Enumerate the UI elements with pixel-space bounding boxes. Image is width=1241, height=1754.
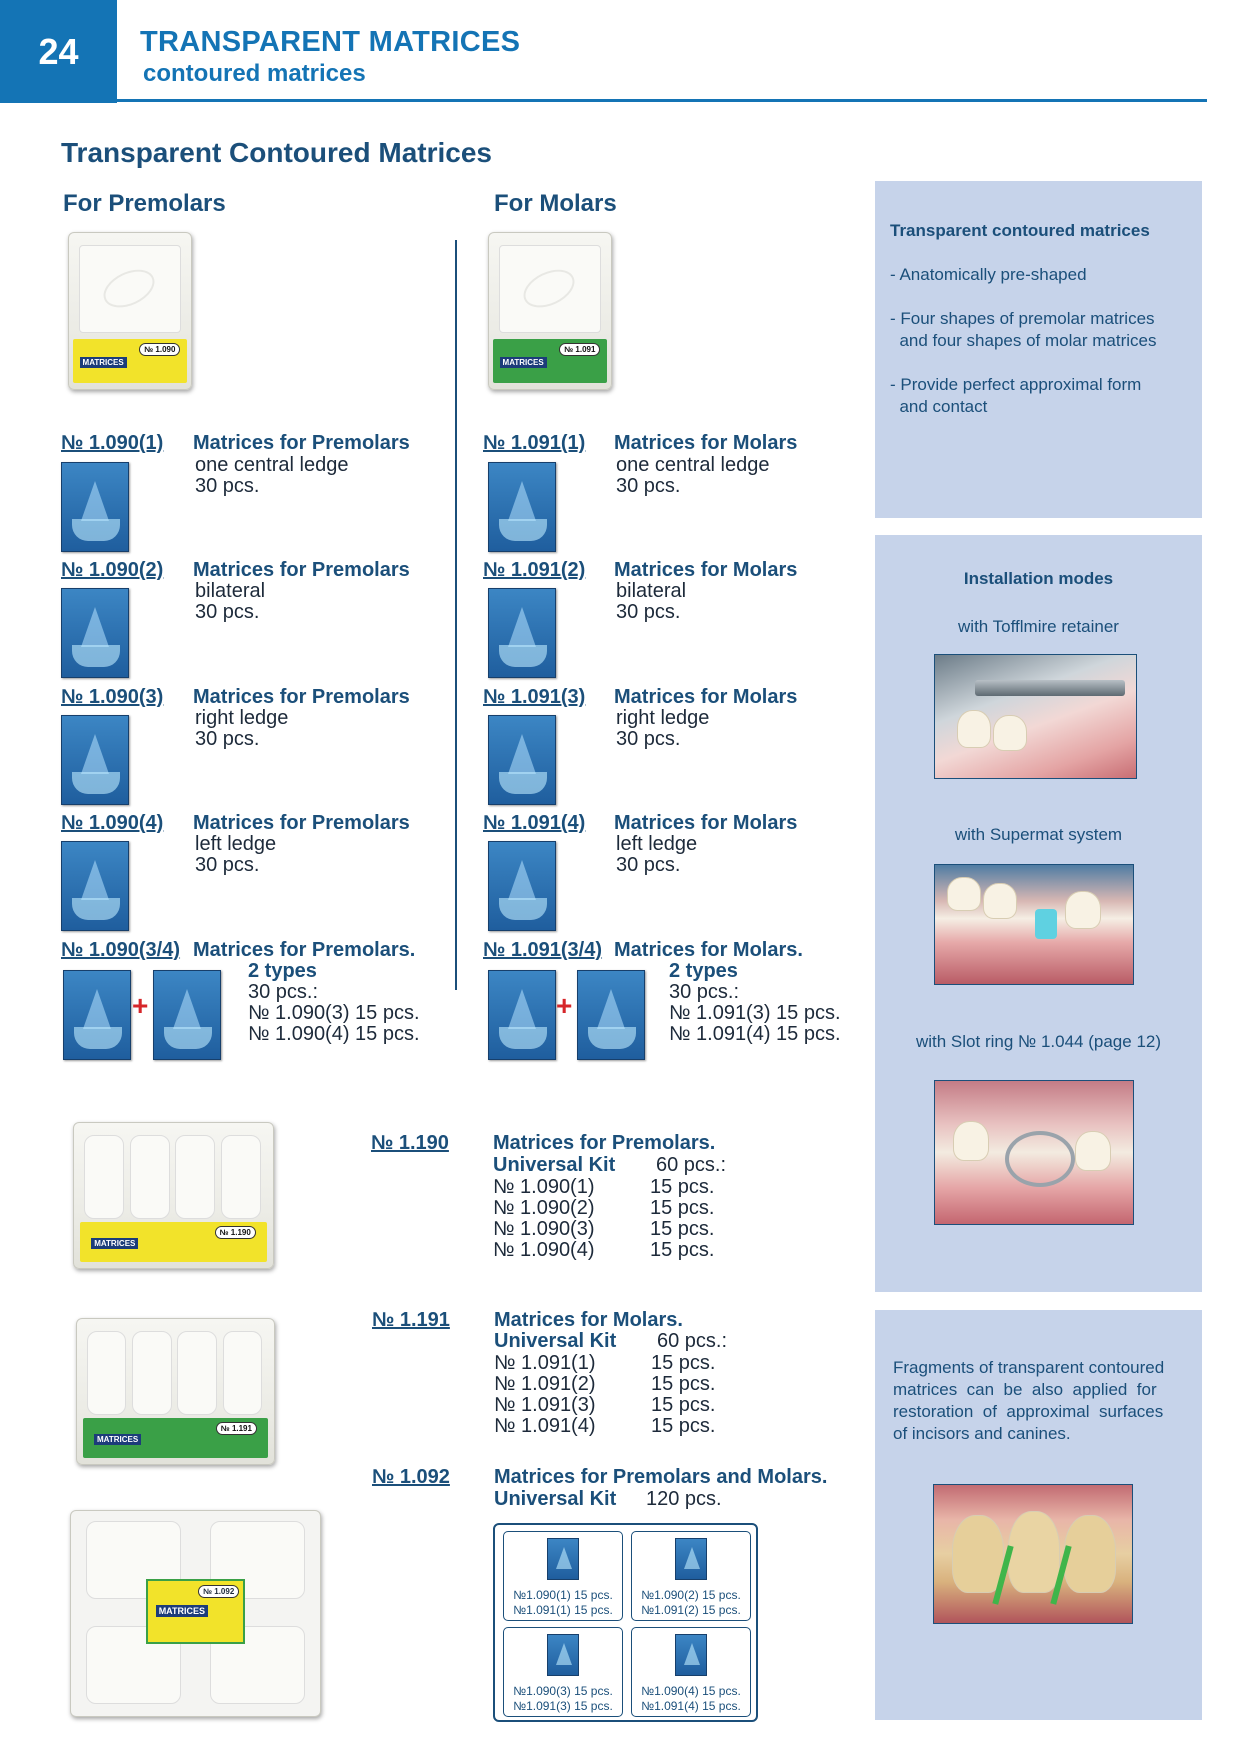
- item-title: Matrices for Premolars: [193, 559, 410, 581]
- installation-title: Installation modes: [963, 569, 1114, 588]
- cell-line: №1.091(4) 15 pcs.: [641, 1699, 741, 1713]
- matrix-thumbnail: [675, 1538, 707, 1580]
- matrix-thumbnail: [61, 841, 129, 931]
- kit-row-code: № 1.091(4): [494, 1415, 596, 1437]
- kit-molars-box-image: № 1.191 MATRICES: [76, 1318, 275, 1465]
- kit-subtitle: Universal Kit: [494, 1488, 617, 1510]
- item-number: № 1.090(4): [61, 812, 164, 834]
- kit-grid-cell: [631, 1627, 751, 1717]
- kit-box-label: № 1.092: [198, 1585, 239, 1598]
- plus-icon: +: [132, 990, 149, 1021]
- kit-grid-cell: [503, 1531, 623, 1621]
- matrix-thumbnail: [675, 1634, 707, 1676]
- kit-box-label: № 1.191: [216, 1422, 257, 1435]
- kit-title: Matrices for Premolars.: [493, 1132, 716, 1154]
- feature-line: - Provide perfect approximal form: [890, 375, 1142, 394]
- kit-subtitle: Universal Kit: [493, 1154, 616, 1176]
- item-quantity: 30 pcs.: [616, 728, 681, 750]
- item-title: Matrices for Premolars: [193, 432, 410, 454]
- item-quantity: 30 pcs.:: [669, 981, 740, 1003]
- kit-number: № 1.092: [372, 1466, 450, 1488]
- item-description: one central ledge: [195, 454, 349, 476]
- plus-icon: +: [556, 990, 573, 1021]
- matrix-thumbnail: [488, 588, 556, 678]
- matrix-thumbnail: [61, 462, 129, 552]
- matrix-thumbnail: [153, 970, 221, 1060]
- item-description: bilateral: [616, 580, 687, 602]
- item-quantity: 30 pcs.: [195, 728, 260, 750]
- premolar-box-label: № 1.090: [139, 343, 180, 356]
- kit-subtitle: Universal Kit: [494, 1330, 617, 1352]
- features-title: Transparent contoured matrices: [890, 221, 1150, 240]
- features-panel: [875, 181, 1202, 518]
- matrix-thumbnail: [547, 1634, 579, 1676]
- kit-total: 60 pcs.:: [656, 1154, 727, 1176]
- fragments-line: restoration of approximal surfaces: [893, 1402, 1164, 1421]
- kit-title: Matrices for Premolars and Molars.: [494, 1466, 828, 1488]
- header-subtitle: contoured matrices: [143, 60, 366, 87]
- kit-row-code: № 1.090(2): [493, 1197, 595, 1219]
- fragments-line: of incisors and canines.: [893, 1424, 1071, 1443]
- matrix-thumbnail: [61, 588, 129, 678]
- item-number: № 1.091(3/4): [483, 939, 603, 961]
- item-number: № 1.090(3/4): [61, 939, 181, 961]
- item-quantity: 30 pcs.: [195, 601, 260, 623]
- kit-row-code: № 1.090(3): [493, 1218, 595, 1240]
- kit-row-qty: 15 pcs.: [651, 1352, 716, 1374]
- universal-kit-grid: [493, 1523, 758, 1722]
- cell-line: №1.090(2) 15 pcs.: [641, 1588, 741, 1602]
- kit-row-code: № 1.091(1): [494, 1352, 596, 1374]
- item-part: № 1.091(4) 15 pcs.: [669, 1023, 841, 1045]
- item-types: 2 types: [669, 960, 738, 982]
- slot-ring-photo: [934, 1080, 1134, 1225]
- molar-box-image: № 1.091 MATRICES: [488, 232, 612, 390]
- cell-line: №1.090(3) 15 pcs.: [513, 1684, 613, 1698]
- kit-row-qty: 15 pcs.: [651, 1415, 716, 1437]
- fragments-panel: [875, 1310, 1202, 1720]
- kit-row-qty: 15 pcs.: [650, 1176, 715, 1198]
- kit-row-code: № 1.091(3): [494, 1394, 596, 1416]
- item-quantity: 30 pcs.: [195, 475, 260, 497]
- header-rule: [117, 99, 1207, 102]
- matrix-thumbnail: [488, 970, 556, 1060]
- install-mode-label: with Supermat system: [954, 825, 1123, 844]
- kit-row-code: № 1.090(1): [493, 1176, 595, 1198]
- section-title: Transparent Contoured Matrices: [61, 137, 492, 168]
- fragments-line: Fragments of transparent contoured: [893, 1358, 1165, 1377]
- matrix-thumbnail: [488, 841, 556, 931]
- kit-universal-box-image: № 1.092 MATRICES: [70, 1510, 321, 1717]
- item-number: № 1.090(2): [61, 559, 164, 581]
- item-part: № 1.091(3) 15 pcs.: [669, 1002, 841, 1024]
- item-description: right ledge: [195, 707, 289, 729]
- supermat-photo: [934, 864, 1134, 985]
- item-types: 2 types: [248, 960, 317, 982]
- header-title: TRANSPARENT MATRICES: [140, 26, 521, 58]
- kit-row-qty: 15 pcs.: [650, 1197, 715, 1219]
- cell-line: №1.090(4) 15 pcs.: [641, 1684, 741, 1698]
- installation-panel: [875, 535, 1202, 1292]
- incisors-photo: [933, 1484, 1133, 1624]
- kit-total: 60 pcs.:: [657, 1330, 728, 1352]
- feature-line: - Four shapes of premolar matrices: [890, 309, 1155, 328]
- kit-box-label: № 1.190: [215, 1226, 256, 1239]
- item-title: Matrices for Premolars: [193, 686, 410, 708]
- kit-row-code: № 1.091(2): [494, 1373, 596, 1395]
- item-quantity: 30 pcs.: [616, 854, 681, 876]
- kit-grid-cell: [631, 1531, 751, 1621]
- cell-line: №1.091(2) 15 pcs.: [641, 1603, 741, 1617]
- cell-line: №1.091(1) 15 pcs.: [513, 1603, 613, 1617]
- feature-line: and contact: [890, 397, 988, 416]
- matrix-thumbnail: [547, 1538, 579, 1580]
- item-number: № 1.091(3): [483, 686, 586, 708]
- matrix-thumbnail: [63, 970, 131, 1060]
- item-part: № 1.090(4) 15 pcs.: [248, 1023, 420, 1045]
- kit-premolars-box-image: № 1.190 MATRICES: [73, 1122, 274, 1269]
- kit-row-qty: 15 pcs.: [651, 1394, 716, 1416]
- item-description: bilateral: [195, 580, 266, 602]
- item-title: Matrices for Molars: [614, 432, 798, 454]
- item-title: Matrices for Molars.: [614, 939, 803, 961]
- item-title: Matrices for Premolars: [193, 812, 410, 834]
- item-part: № 1.090(3) 15 pcs.: [248, 1002, 420, 1024]
- install-mode-label: with Slot ring № 1.044 (page 12): [915, 1032, 1162, 1051]
- column-divider: [455, 240, 457, 990]
- tofflmire-photo: [934, 654, 1137, 779]
- kit-row-qty: 15 pcs.: [651, 1373, 716, 1395]
- feature-line: - Anatomically pre-shaped: [890, 265, 1087, 284]
- item-quantity: 30 pcs.: [195, 854, 260, 876]
- kit-row-code: № 1.090(4): [493, 1239, 595, 1261]
- install-mode-label: with Tofflmire retainer: [958, 617, 1119, 636]
- molar-box-label: № 1.091: [559, 343, 600, 356]
- item-title: Matrices for Molars: [614, 686, 798, 708]
- item-number: № 1.090(3): [61, 686, 164, 708]
- matrix-thumbnail: [488, 715, 556, 805]
- cell-line: №1.090(1) 15 pcs.: [513, 1588, 613, 1602]
- kit-title: Matrices for Molars.: [494, 1309, 683, 1331]
- premolars-column-title: For Premolars: [63, 190, 226, 217]
- premolar-box-image: № 1.090 MATRICES: [68, 232, 192, 390]
- item-number: № 1.091(2): [483, 559, 586, 581]
- kit-grid-cell: [503, 1627, 623, 1717]
- kit-number: № 1.190: [371, 1132, 449, 1154]
- item-number: № 1.091(1): [483, 432, 586, 454]
- fragments-line: matrices can be also applied for: [893, 1380, 1157, 1399]
- item-quantity: 30 pcs.: [616, 475, 681, 497]
- kit-row-qty: 15 pcs.: [650, 1239, 715, 1261]
- matrix-thumbnail: [488, 462, 556, 552]
- kit-number: № 1.191: [372, 1309, 450, 1331]
- item-description: left ledge: [616, 833, 698, 855]
- page-number: 24: [0, 0, 117, 103]
- molars-column-title: For Molars: [494, 190, 617, 217]
- item-number: № 1.091(4): [483, 812, 586, 834]
- matrix-thumbnail: [577, 970, 645, 1060]
- item-description: right ledge: [616, 707, 710, 729]
- matrix-thumbnail: [61, 715, 129, 805]
- item-title: Matrices for Molars: [614, 812, 798, 834]
- item-description: one central ledge: [616, 454, 770, 476]
- item-quantity: 30 pcs.:: [248, 981, 319, 1003]
- item-description: left ledge: [195, 833, 277, 855]
- item-title: Matrices for Molars: [614, 559, 798, 581]
- kit-row-qty: 15 pcs.: [650, 1218, 715, 1240]
- item-title: Matrices for Premolars.: [193, 939, 416, 961]
- feature-line: and four shapes of molar matrices: [890, 331, 1157, 350]
- item-number: № 1.090(1): [61, 432, 164, 454]
- kit-total: 120 pcs.: [646, 1488, 722, 1510]
- item-quantity: 30 pcs.: [616, 601, 681, 623]
- cell-line: №1.091(3) 15 pcs.: [513, 1699, 613, 1713]
